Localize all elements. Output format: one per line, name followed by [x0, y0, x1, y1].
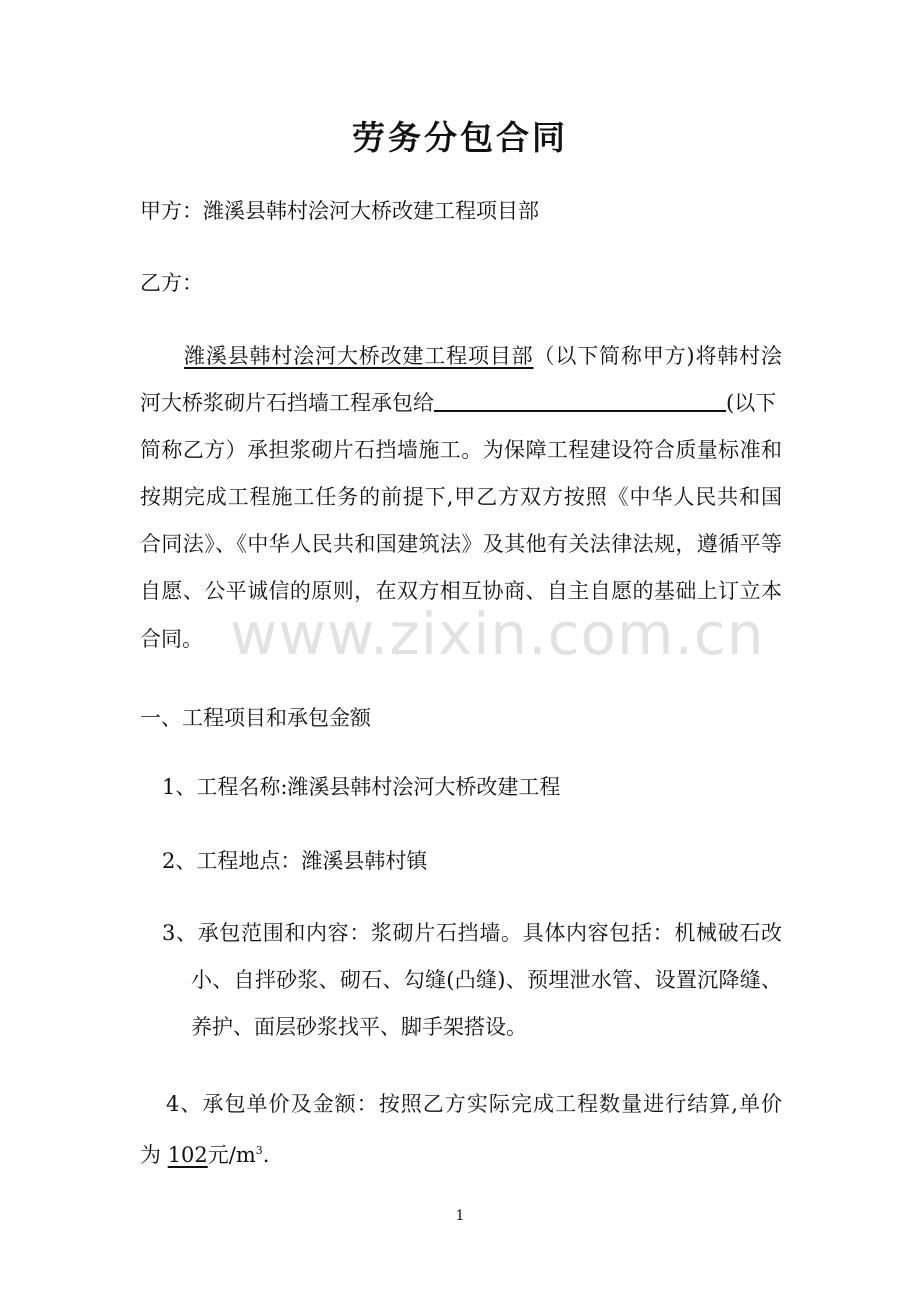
item3-line2: 小、自拌砂浆、砌石、勾缝(凸缝)、预埋泄水管、设置沉降缝、 [191, 968, 782, 992]
para1-line1 [140, 341, 782, 371]
section1-heading: 一、工程项目和承包金额 [140, 706, 371, 730]
para1-line2-end: (以下 [726, 391, 777, 415]
para1-line2-text: 河大桥浆砌片石挡墙工程承包给 [140, 391, 434, 415]
item3-line1: 3、承包范围和内容：浆砌片石挡墙。具体内容包括：机械破石改 [162, 921, 782, 945]
page-number: 1 [455, 1208, 465, 1224]
para1-line1-rest: （以下简称甲方)将韩村浍 [533, 344, 782, 368]
party-a-line: 甲方：潍溪县韩村浍河大桥改建工程项目部 [140, 199, 539, 223]
site-watermark: www.zixin.com.cn [230, 600, 765, 668]
unit-price-value: 102 [167, 1143, 208, 1167]
item1-project-name: 1、工程名称:潍溪县韩村浍河大桥改建工程 [162, 775, 561, 799]
party-b-line: 乙方： [140, 271, 203, 295]
para1-line7: 合同。 [140, 627, 203, 651]
document-title: 劳务分包合同 [352, 118, 568, 157]
para1-line5: 合同法》、《中华人民共和国建筑法》及其他有关法律法规，遵循平等 [140, 532, 782, 556]
para1-line3: 简称乙方）承担浆砌片石挡墙施工。为保障工程建设符合质量标准和 [140, 438, 782, 462]
item3-line3: 养护、面层砂浆找平、脚手架搭设。 [191, 1015, 527, 1039]
item4-line1: 4、承包单价及金额：按照乙方实际完成工程数量进行结算,单价 [166, 1092, 782, 1116]
party-a-name-underlined: 潍溪县韩村浍河大桥改建工程项目部 [184, 344, 534, 368]
para1-line2 [140, 388, 776, 418]
item4-line2 [140, 1136, 269, 1170]
unit-superscript: 3 [255, 1144, 263, 1157]
para1-line4: 按期完成工程施工任务的前提下,甲乙方双方按照《中华人民共和国 [140, 485, 782, 509]
item4-prefix: 为 [140, 1143, 161, 1167]
para1-line6: 自愿、公平诚信的原则，在双方相互协商、自主自愿的基础上订立本 [140, 579, 782, 603]
contractor-blank-field [434, 390, 726, 412]
item2-project-location: 2、工程地点：潍溪县韩村镇 [162, 849, 428, 873]
item4-end: . [262, 1143, 270, 1167]
unit-price-unit: 元/m [207, 1143, 256, 1167]
